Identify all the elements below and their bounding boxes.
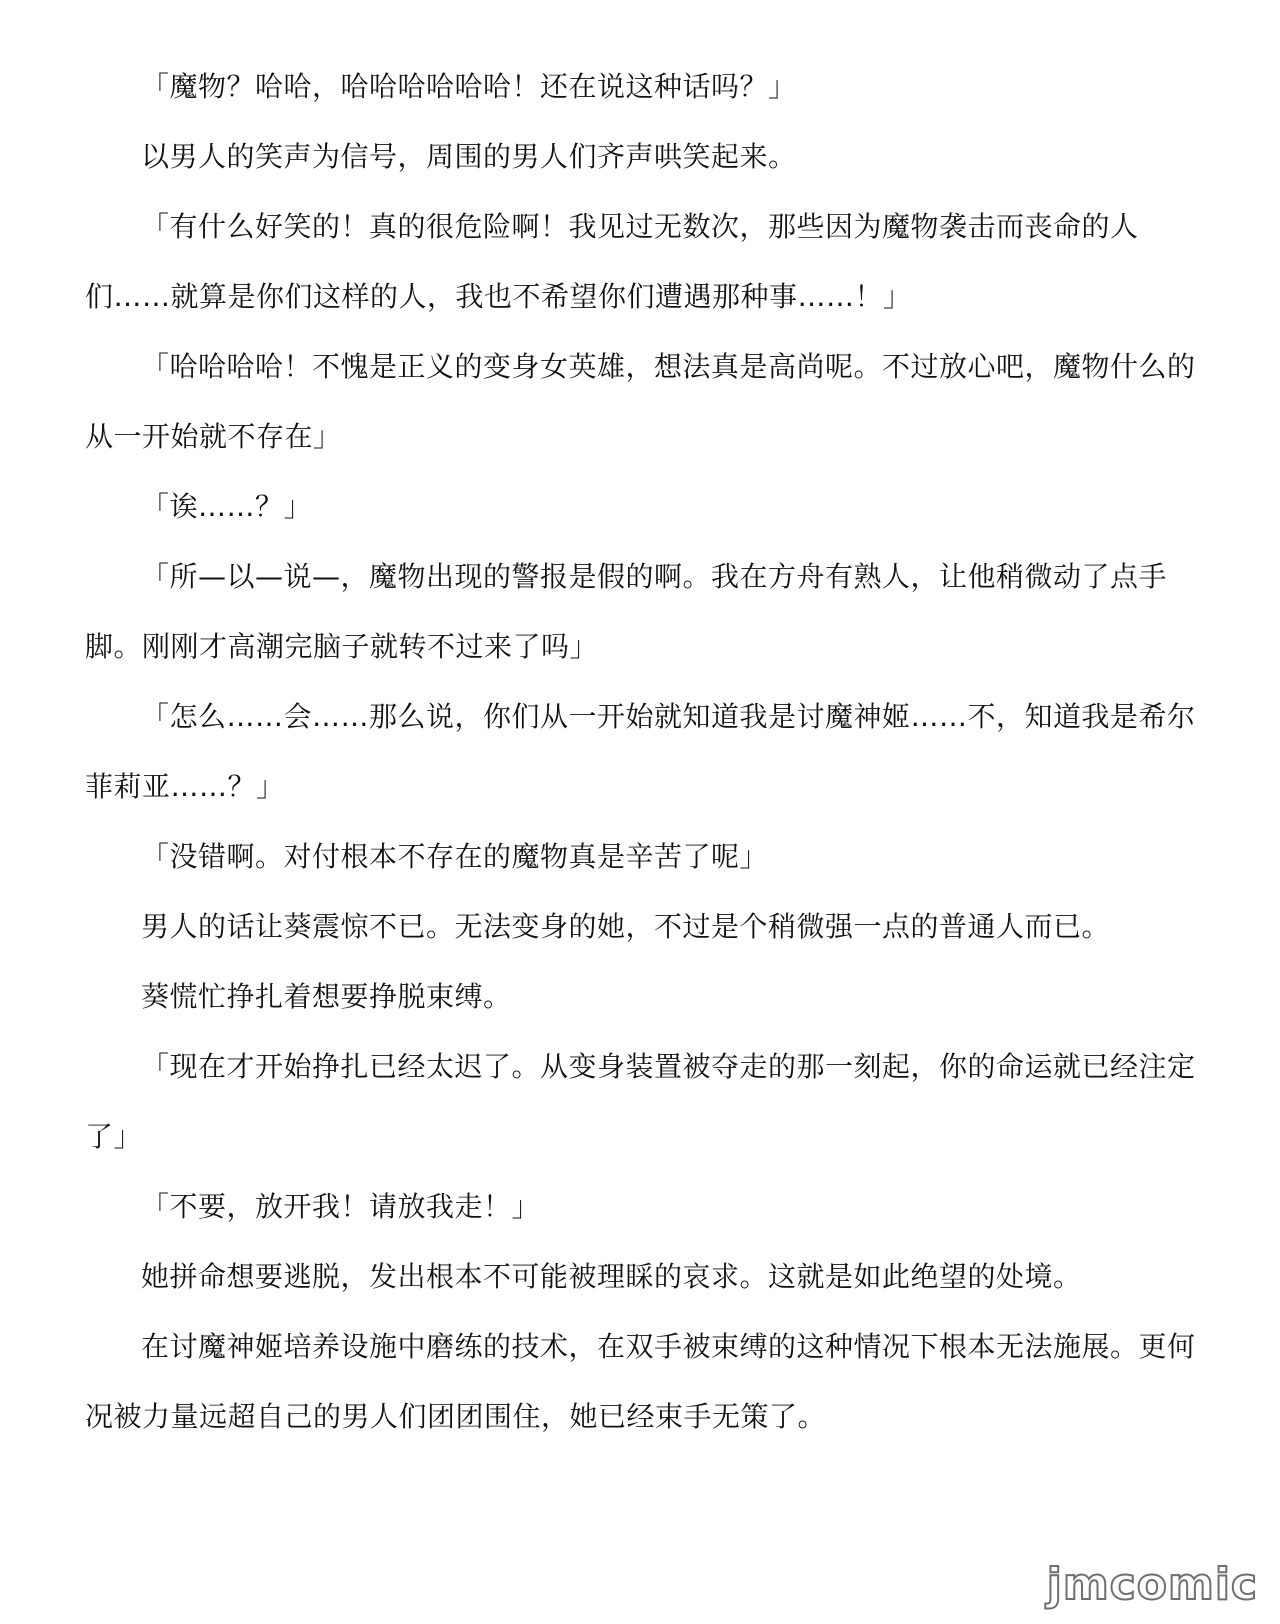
paragraph: 「哈哈哈哈！不愧是正义的变身女英雄，想法真是高尚呢。不过放心吧，魔物什么的从一开始就不存在」 — [85, 350, 1196, 453]
paragraph: 以男人的笑声为信号，周围的男人们齐声哄笑起来。 — [141, 140, 797, 173]
watermark-logo: jmcomic — [1046, 1559, 1258, 1610]
paragraph: 「所—以—说—，魔物出现的警报是假的啊。我在方舟有熟人，让他稍微动了点手脚。刚刚才高潮完脑子就转不过来了吗」 — [85, 560, 1168, 663]
text-body — [85, 52, 1205, 1452]
paragraph: 在讨魔神姬培养设施中磨练的技术，在双手被束缚的这种情况下根本无法施展。更何况被力量远超自己的男人们团团围住，她已经束手无策了。 — [85, 1330, 1196, 1433]
paragraph: 葵慌忙挣扎着想要挣脱束缚。 — [141, 980, 512, 1013]
paragraph: 「魔物？哈哈，哈哈哈哈哈哈！还在说这种话吗？」 — [141, 70, 797, 103]
paragraph: 「有什么好笑的！真的很危险啊！我见过无数次，那些因为魔物袭击而丧命的人们……就算是你们这样的人，我也不希望你们遭遇那种事……！」 — [85, 210, 1139, 313]
paragraph: 「没错啊。对付根本不存在的魔物真是辛苦了呢」 — [141, 840, 769, 873]
paragraph: 「诶……？」 — [141, 490, 313, 523]
paragraph: 「现在才开始挣扎已经太迟了。从变身装置被夺走的那一刻起，你的命运就已经注定了」 — [85, 1050, 1196, 1153]
paragraph: 男人的话让葵震惊不已。无法变身的她，不过是个稍微强一点的普通人而已。 — [141, 910, 1111, 943]
paragraph: 她拼命想要逃脱，发出根本不可能被理睬的哀求。这就是如此绝望的处境。 — [141, 1260, 1082, 1293]
paragraph: 「怎么……会……那么说，你们从一开始就知道我是讨魔神姬……不，知道我是希尔菲莉亚……？」 — [85, 700, 1196, 803]
paragraph: 「不要，放开我！请放我走！」 — [141, 1190, 541, 1223]
